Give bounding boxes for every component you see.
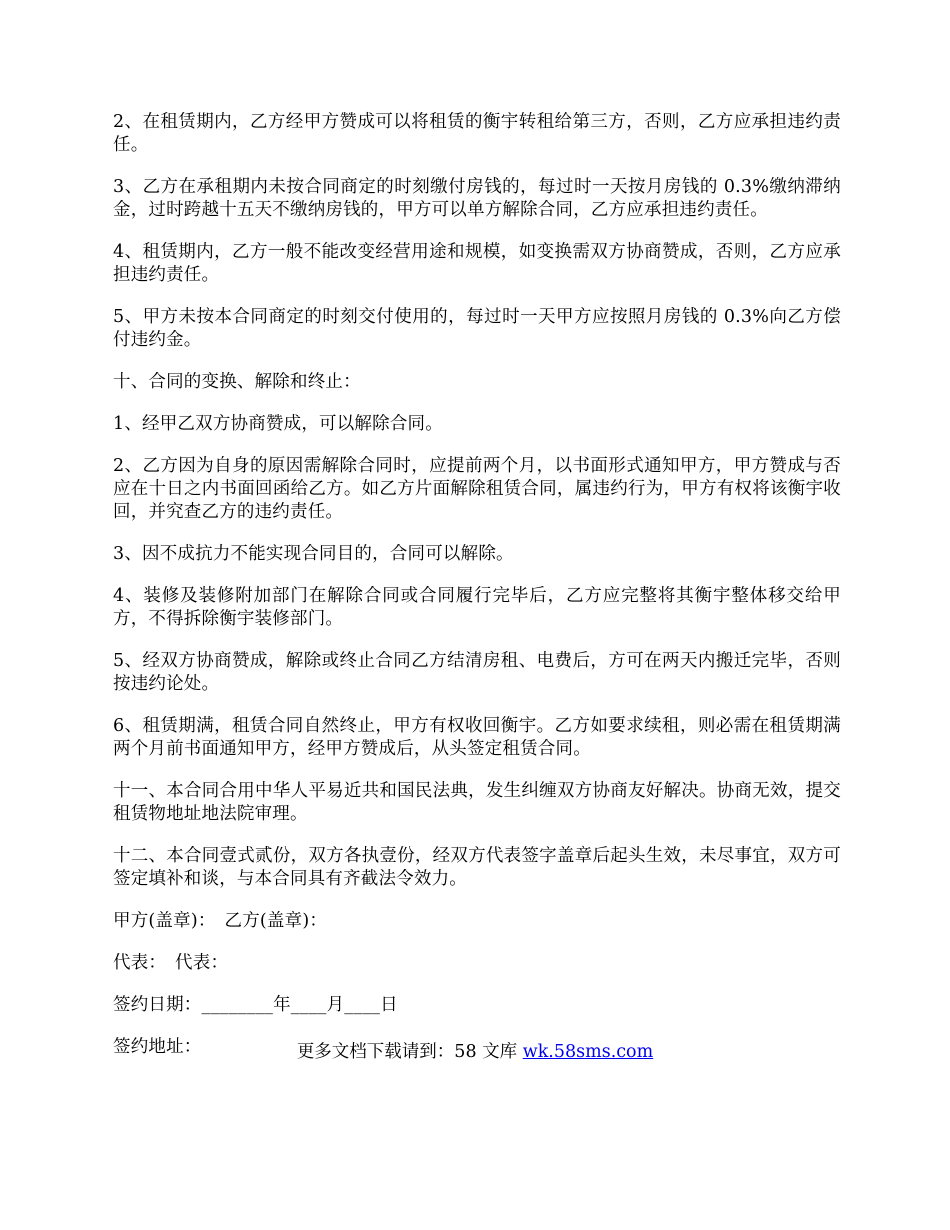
download-footer — [0, 1041, 950, 1064]
signing-date-line: 签约日期：________年____月____日 — [113, 995, 398, 1015]
clause-10-1: 1、经甲乙双方协商赞成，可以解除合同。 — [113, 414, 443, 434]
party-seal-line: 甲方(盖章)： 乙方(盖章)： — [113, 911, 328, 931]
footer-link[interactable]: wk.58sms.com — [522, 1042, 654, 1062]
clause-9-5: 5、甲方未按本合同商定的时刻交付使用的，每过时一天甲方应按照月房钱的 0.3%向乙方偿付违约金。 — [113, 307, 841, 350]
document-body — [113, 111, 841, 1078]
section-11: 十一、本合同合用中华人平易近共和国民法典，发生纠缠双方协商友好解决。协商无效，提交租赁物地址地法院审理。 — [113, 781, 841, 824]
clause-9-3: 3、乙方在承租期内未按合同商定的时刻缴付房钱的，每过时一天按月房钱的 0.3%缴纳滞纳金，过时跨越十五天不缴纳房钱的，甲方可以单方解除合同，乙方应承担违约责任。 — [113, 177, 841, 220]
section-10-heading: 十、合同的变换、解除和终止： — [113, 372, 361, 392]
clause-10-2: 2、乙方因为自身的原因需解除合同时，应提前两个月，以书面形式通知甲方，甲方赞成与否应在十日之内书面回函给乙方。如乙方片面解除租赁合同，属违约行为，甲方有权将该衡宇收回，并究查乙方的违约责任。 — [113, 456, 841, 522]
clause-10-5: 5、经双方协商赞成，解除或终止合同乙方结清房租、电费后，方可在两天内搬迁完毕，否则按违约论处。 — [113, 651, 841, 694]
clause-10-4: 4、装修及装修附加部门在解除合同或合同履行完毕后，乙方应完整将其衡宇整体移交给甲方，不得拆除衡宇装修部门。 — [113, 586, 841, 629]
signing-address-line: 签约地址： — [113, 1037, 202, 1057]
representative-line: 代表： 代表： — [113, 953, 229, 973]
footer-text: 更多文档下载请到：58 文库 — [296, 1042, 523, 1062]
clause-10-6: 6、租赁期满，租赁合同自然终止，甲方有权收回衡宇。乙方如要求续租，则必需在租赁期满两个月前书面通知甲方，经甲方赞成后，从头签定租赁合同。 — [113, 716, 841, 759]
clause-10-3: 3、因不成抗力不能实现合同目的，合同可以解除。 — [113, 544, 514, 564]
clause-9-2: 2、在租赁期内，乙方经甲方赞成可以将租赁的衡宇转租给第三方，否则，乙方应承担违约责任。 — [113, 112, 841, 155]
clause-9-4: 4、租赁期内，乙方一般不能改变经营用途和规模，如变换需双方协商赞成，否则，乙方应承担违约责任。 — [113, 242, 841, 285]
section-12: 十二、本合同壹式贰份，双方各执壹份，经双方代表签字盖章后起头生效，未尽事宜，双方可签定填补和谈，与本合同具有齐截法令效力。 — [113, 846, 841, 889]
